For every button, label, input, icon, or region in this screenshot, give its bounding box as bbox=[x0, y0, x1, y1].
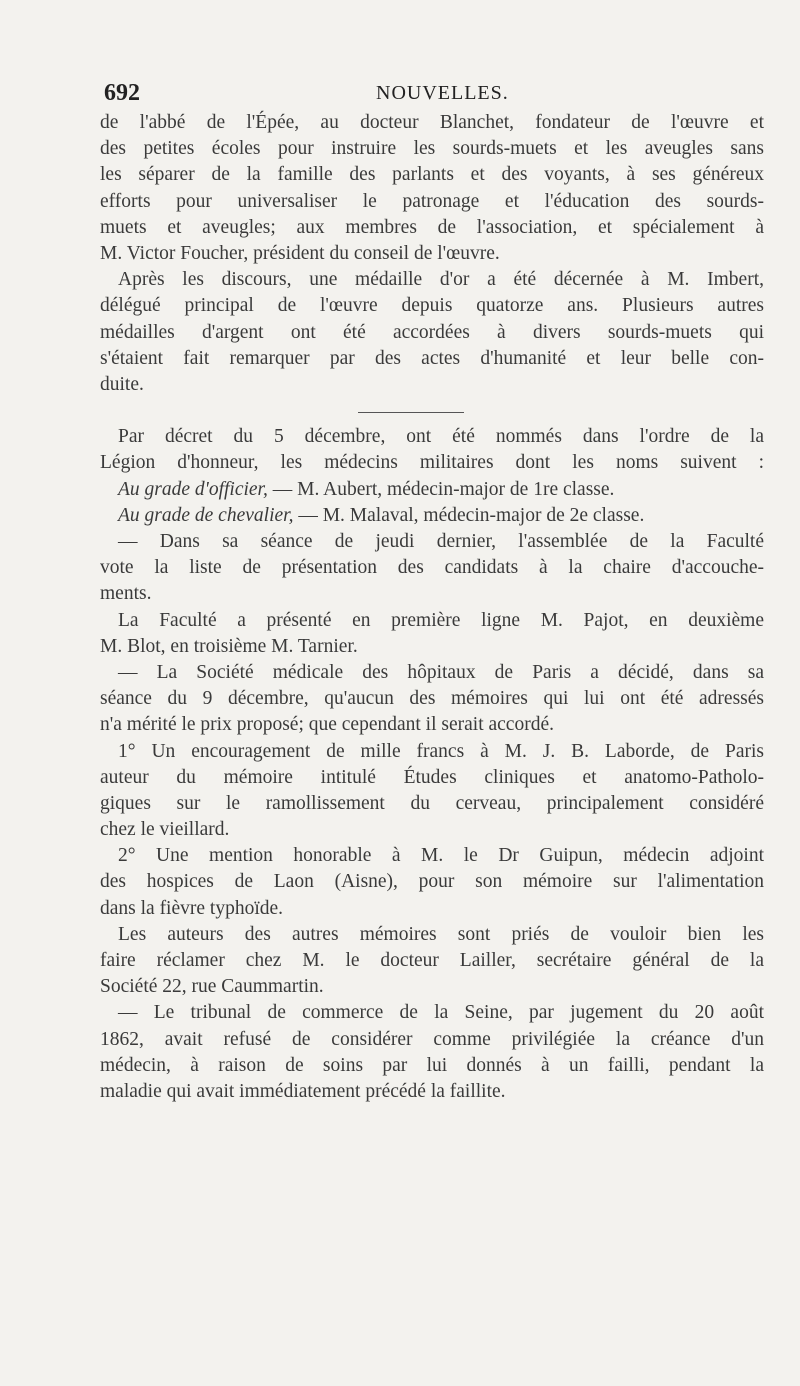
page-header bbox=[104, 80, 764, 110]
text-line: efforts pour universaliser le patronage et l'éducation des sourds- bbox=[100, 190, 764, 212]
text-line: — La Société médicale des hôpitaux de Paris a décidé, dans sa bbox=[118, 661, 764, 683]
text-line: maladie qui avait immédiatement précédé la faillite. bbox=[100, 1080, 506, 1102]
text-line: faire réclamer chez M. le docteur Lailler, secrétaire général de la bbox=[100, 950, 764, 971]
body-text bbox=[100, 110, 764, 1105]
text-line: 1° Un encouragement de mille francs à M. J. B. Laborde, de Paris bbox=[118, 740, 764, 762]
text-line: Par décret du 5 décembre, ont été nommés dans l'ordre de la bbox=[118, 426, 764, 448]
text-line: de l'abbé de l'Épée, au docteur Blanchet, fondateur de l'œuvre et bbox=[100, 112, 764, 133]
text-line: dans la fièvre typhoïde. bbox=[100, 897, 284, 919]
text-line: Les auteurs des autres mémoires sont priés de vouloir bien les bbox=[118, 923, 764, 945]
text-line: 1862, avait refusé de considérer comme privilégiée la créance d'un bbox=[100, 1028, 764, 1050]
text-line: séance du 9 décembre, qu'aucun des mémoires qui lui ont été adressés bbox=[100, 688, 764, 710]
text-line: Après les discours, une médaille d'or a été décernée à M. Imbert, bbox=[118, 269, 764, 291]
text-line: Société 22, rue Caummartin. bbox=[100, 976, 324, 998]
text-line: La Faculté a présenté en première ligne M. Pajot, en deuxième bbox=[118, 609, 764, 631]
grade-officier-line bbox=[100, 477, 764, 503]
text-line: — Dans sa séance de jeudi dernier, l'assemblée de la Faculté bbox=[118, 531, 764, 552]
grade-chevalier-label: Au grade de chevalier, bbox=[118, 504, 294, 526]
text-line: ments. bbox=[100, 583, 152, 605]
text-line: médailles d'argent ont été accordées à divers sourds-muets qui bbox=[100, 321, 764, 343]
text-line: vote la liste de présentation des candidats à la chaire d'accouche- bbox=[100, 557, 764, 579]
page-number: 692 bbox=[104, 80, 140, 106]
text-line: — Le tribunal de commerce de la Seine, par jugement du 20 août bbox=[118, 1002, 764, 1024]
running-head: NOUVELLES. bbox=[376, 82, 509, 104]
paragraph-3 bbox=[100, 424, 764, 476]
grade-officier-text: — M. Aubert, médecin-major de 1re classe. bbox=[267, 478, 615, 500]
text-line: des hospices de Laon (Aisne), pour son mémoire sur l'alimentation bbox=[100, 871, 764, 893]
text-line: chez le vieillard. bbox=[100, 819, 230, 841]
text-line: M. Blot, en troisième M. Tarnier. bbox=[100, 635, 358, 657]
text-line: M. Victor Foucher, président du conseil de l'œuvre. bbox=[100, 242, 500, 264]
text-line: n'a mérité le prix proposé; que cependant il serait accordé. bbox=[100, 714, 554, 736]
section-separator bbox=[100, 398, 764, 424]
text-line: Légion d'honneur, les médecins militaires dont les noms suivent : bbox=[100, 452, 764, 474]
text-line: duite. bbox=[100, 373, 144, 395]
paragraph-7 bbox=[100, 739, 764, 844]
text-line: s'étaient fait remarquer par des actes d'humanité et leur belle con- bbox=[100, 347, 764, 369]
paragraph-5 bbox=[100, 608, 764, 660]
text-line: giques sur le ramollissement du cerveau, principalement considéré bbox=[100, 792, 764, 814]
text-line: des petites écoles pour instruire les sourds-muets et les aveugles sans bbox=[100, 138, 764, 160]
paragraph-6 bbox=[100, 660, 764, 739]
paragraph-1 bbox=[100, 110, 764, 267]
paragraph-9 bbox=[100, 922, 764, 1001]
separator-rule bbox=[358, 412, 464, 413]
grade-chevalier-text: — M. Malaval, médecin-major de 2e classe. bbox=[293, 504, 645, 526]
grade-chevalier-line bbox=[100, 503, 764, 529]
paragraph-4 bbox=[100, 529, 764, 608]
grade-officier-label: Au grade d'officier, bbox=[118, 478, 268, 500]
text-line: muets et aveugles; aux membres de l'association, et spécialement à bbox=[100, 216, 764, 238]
text-line: médecin, à raison de soins par lui donnés à un failli, pendant la bbox=[100, 1054, 764, 1076]
text-line: les séparer de la famille des parlants et des voyants, à ses généreux bbox=[100, 164, 764, 186]
paragraph-8 bbox=[100, 843, 764, 922]
text-line: 2° Une mention honorable à M. le Dr Guipun, médecin adjoint bbox=[118, 845, 764, 867]
paragraph-10 bbox=[100, 1000, 764, 1105]
text-line: délégué principal de l'œuvre depuis quatorze ans. Plusieurs autres bbox=[100, 295, 764, 317]
text-line: auteur du mémoire intitulé Études cliniques et anatomo-Patholo- bbox=[100, 766, 764, 788]
paragraph-2 bbox=[100, 267, 764, 398]
